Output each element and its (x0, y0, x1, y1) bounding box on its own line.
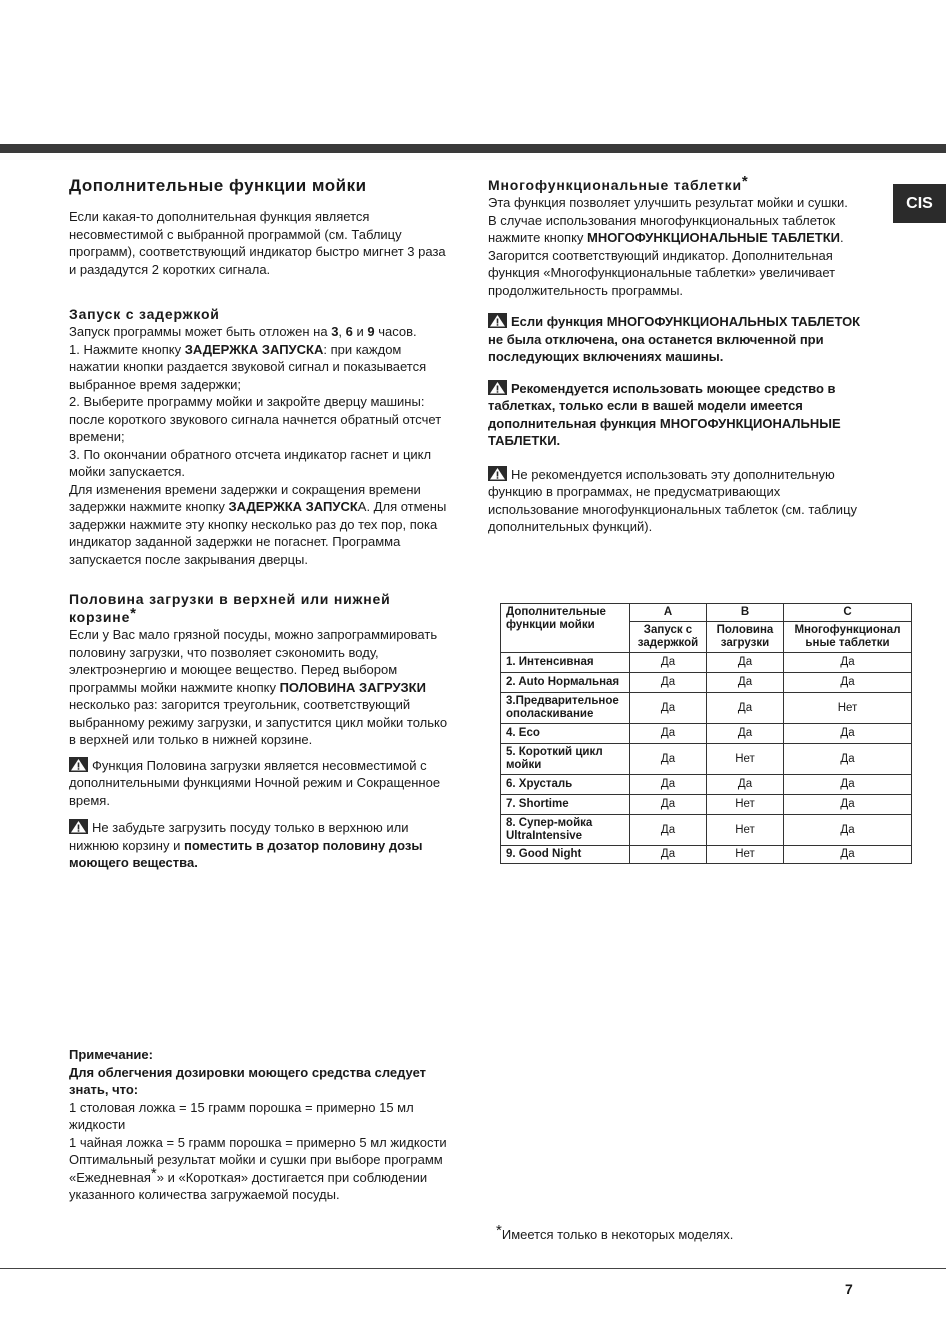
section-title: Дополнительные функции мойки (69, 176, 367, 195)
table-header-row (501, 604, 912, 622)
page-number: 7 (845, 1281, 853, 1297)
table-row: 9. Good Night Да Нет Да (501, 846, 912, 864)
table-row: 4. Eco Да Да Да (501, 724, 912, 744)
warning-icon (69, 757, 88, 772)
delay-section (69, 305, 449, 568)
table-corner: Дополнительные функции мойки (501, 604, 630, 653)
col-header: Половина загрузки (707, 622, 784, 653)
warning-icon (488, 466, 507, 481)
tablets-warning-1: Если функция МНОГОФУНКЦИОНАЛЬНЫХ ТАБЛЕТОК не была отключена, она останется включенной при последующих включениях машины. (488, 314, 861, 364)
col-header: Запуск с задержкой (630, 622, 707, 653)
delay-change: Для изменения времени задержки и сокращения времени задержки нажмите кнопку ЗАДЕРЖКА ЗАПУСКА. Для отмены задержки нажмите эту кнопку несколько раз до тех пор, пока индикатор заданной задержки не погаснет. Программа запускается после закрывания дверцы. (69, 481, 447, 567)
table-row: 8. Супер-мойка UltraIntensive Да Нет Да (501, 815, 912, 846)
delay-title: Запуск с задержкой (69, 306, 220, 322)
footnote: *Имеется только в некоторых моделях. (496, 1222, 734, 1242)
table-row: 6. Хрусталь Да Да Да (501, 775, 912, 795)
warning-icon (488, 313, 507, 328)
warning-icon (69, 819, 88, 834)
half-load-title: Половина загрузки в верхней или нижней корзине* (69, 591, 391, 625)
tablets-p1: Эта функция позволяет улучшить результат мойки и сушки. (488, 195, 848, 210)
col-letter: C (784, 604, 912, 622)
delay-step-2: 2. Выберите программу мойки и закройте дверцу машины: после короткого звукового сигнала начнется обратный отсчет времени; (69, 394, 442, 444)
table-row: 7. Shortime Да Нет Да (501, 795, 912, 815)
col-header: Многофункционал ьные таблетки (784, 622, 912, 653)
bottom-rule (0, 1268, 946, 1269)
note-lead: Для облегчения дозировки моющего средства следует знать, что: (69, 1064, 427, 1097)
col-letter: B (707, 604, 784, 622)
delay-step-3: 3. По окончании обратного отсчета индикатор гаснет и цикл мойки запускается. (69, 446, 432, 479)
half-load-warning-1: Функция Половина загрузки является несовместимой с дополнительными функциями Ночной режим и Сокращенное время. (69, 757, 441, 808)
table-row: 2. Auto Нормальная Да Да Да (501, 673, 912, 693)
half-load-section (69, 590, 449, 872)
right-column (488, 173, 873, 536)
col-letter: A (630, 604, 707, 622)
table-row: 1. Интенсивная Да Да Да (501, 653, 912, 673)
intro-paragraph: Если какая-то дополнительная функция является несовместимой с выбранной программой (см. Таблицу программ), соответствующий индикатор быстро мигнет 3 раза и раздадутся 2 коротких сигнала. (69, 209, 446, 277)
delay-step-1: 1. Нажмите кнопку ЗАДЕРЖКА ЗАПУСКА: при каждом нажатии кнопки раздается звуковой сигнал и показывается выбранное время задержки; (69, 341, 427, 392)
tablets-title: Многофункциональные таблетки* (488, 173, 749, 193)
tablets-p2: В случае использования многофункциональных таблеток нажмите кнопку МНОГОФУНКЦИОНАЛЬНЫЕ ТАБЛЕТКИ. (488, 212, 844, 245)
table-row: 5. Короткий цикл мойки Да Нет Да (501, 744, 912, 775)
functions-table (500, 603, 912, 864)
tablets-warning-3: Не рекомендуется использовать эту дополнительную функцию в программах, не предусматривающих использование многофункциональных таблеток (см. таблицу дополнительных функций). (488, 466, 858, 534)
note-block (69, 1046, 454, 1204)
note-line-3: Оптимальный результат мойки и сушки при выборе программ «Ежедневная*» и «Короткая» достигается при соблюдении указанного количества загружаемой посуды. (69, 1152, 443, 1202)
language-tab: CIS (893, 184, 946, 223)
left-column (69, 176, 449, 872)
note-title: Примечание: (69, 1047, 153, 1062)
top-rule (0, 144, 946, 153)
half-load-warning-2: Не забудьте загрузить посуду только в верхнюю или нижнюю корзину и поместить в дозатор половину дозы моющего вещества. (69, 820, 423, 870)
table-row: 3.Предварительное ополаскивание Да Да Нет (501, 693, 912, 724)
note-line-2: 1 чайная ложка = 5 грамм порошка = примерно 5 мл жидкости (69, 1134, 447, 1150)
half-load-text: Если у Вас мало грязной посуды, можно запрограммировать половину загрузки, что позволяет сэкономить воду, электроэнергию и моющее вещество. Перед выбором программы мойки нажмите кнопку ПОЛОВИНА ЗАГРУЗКИ несколько раз: загорится треугольник, соответствующий выбранному режиму загрузки, и запустится цикл мойки только в верхней или только в нижней корзине. (69, 627, 448, 747)
tablets-p3: Загорится соответствующий индикатор. Дополнительная функция «Многофункциональные таблетки» увеличивает продолжительность программы. (488, 247, 836, 298)
note-line-1: 1 столовая ложка = 15 грамм порошка = примерно 15 мл жидкости (69, 1099, 414, 1132)
delay-hours: Запуск программы может быть отложен на 3, 6 и 9 часов. (69, 324, 417, 339)
tablets-warning-2: Рекомендуется использовать моющее средство в таблетках, только если в вашей модели имеется дополнительная функция МНОГОФУНКЦИОНАЛЬНЫЕ ТАБЛЕТКИ. (488, 380, 841, 448)
warning-icon (488, 380, 507, 395)
